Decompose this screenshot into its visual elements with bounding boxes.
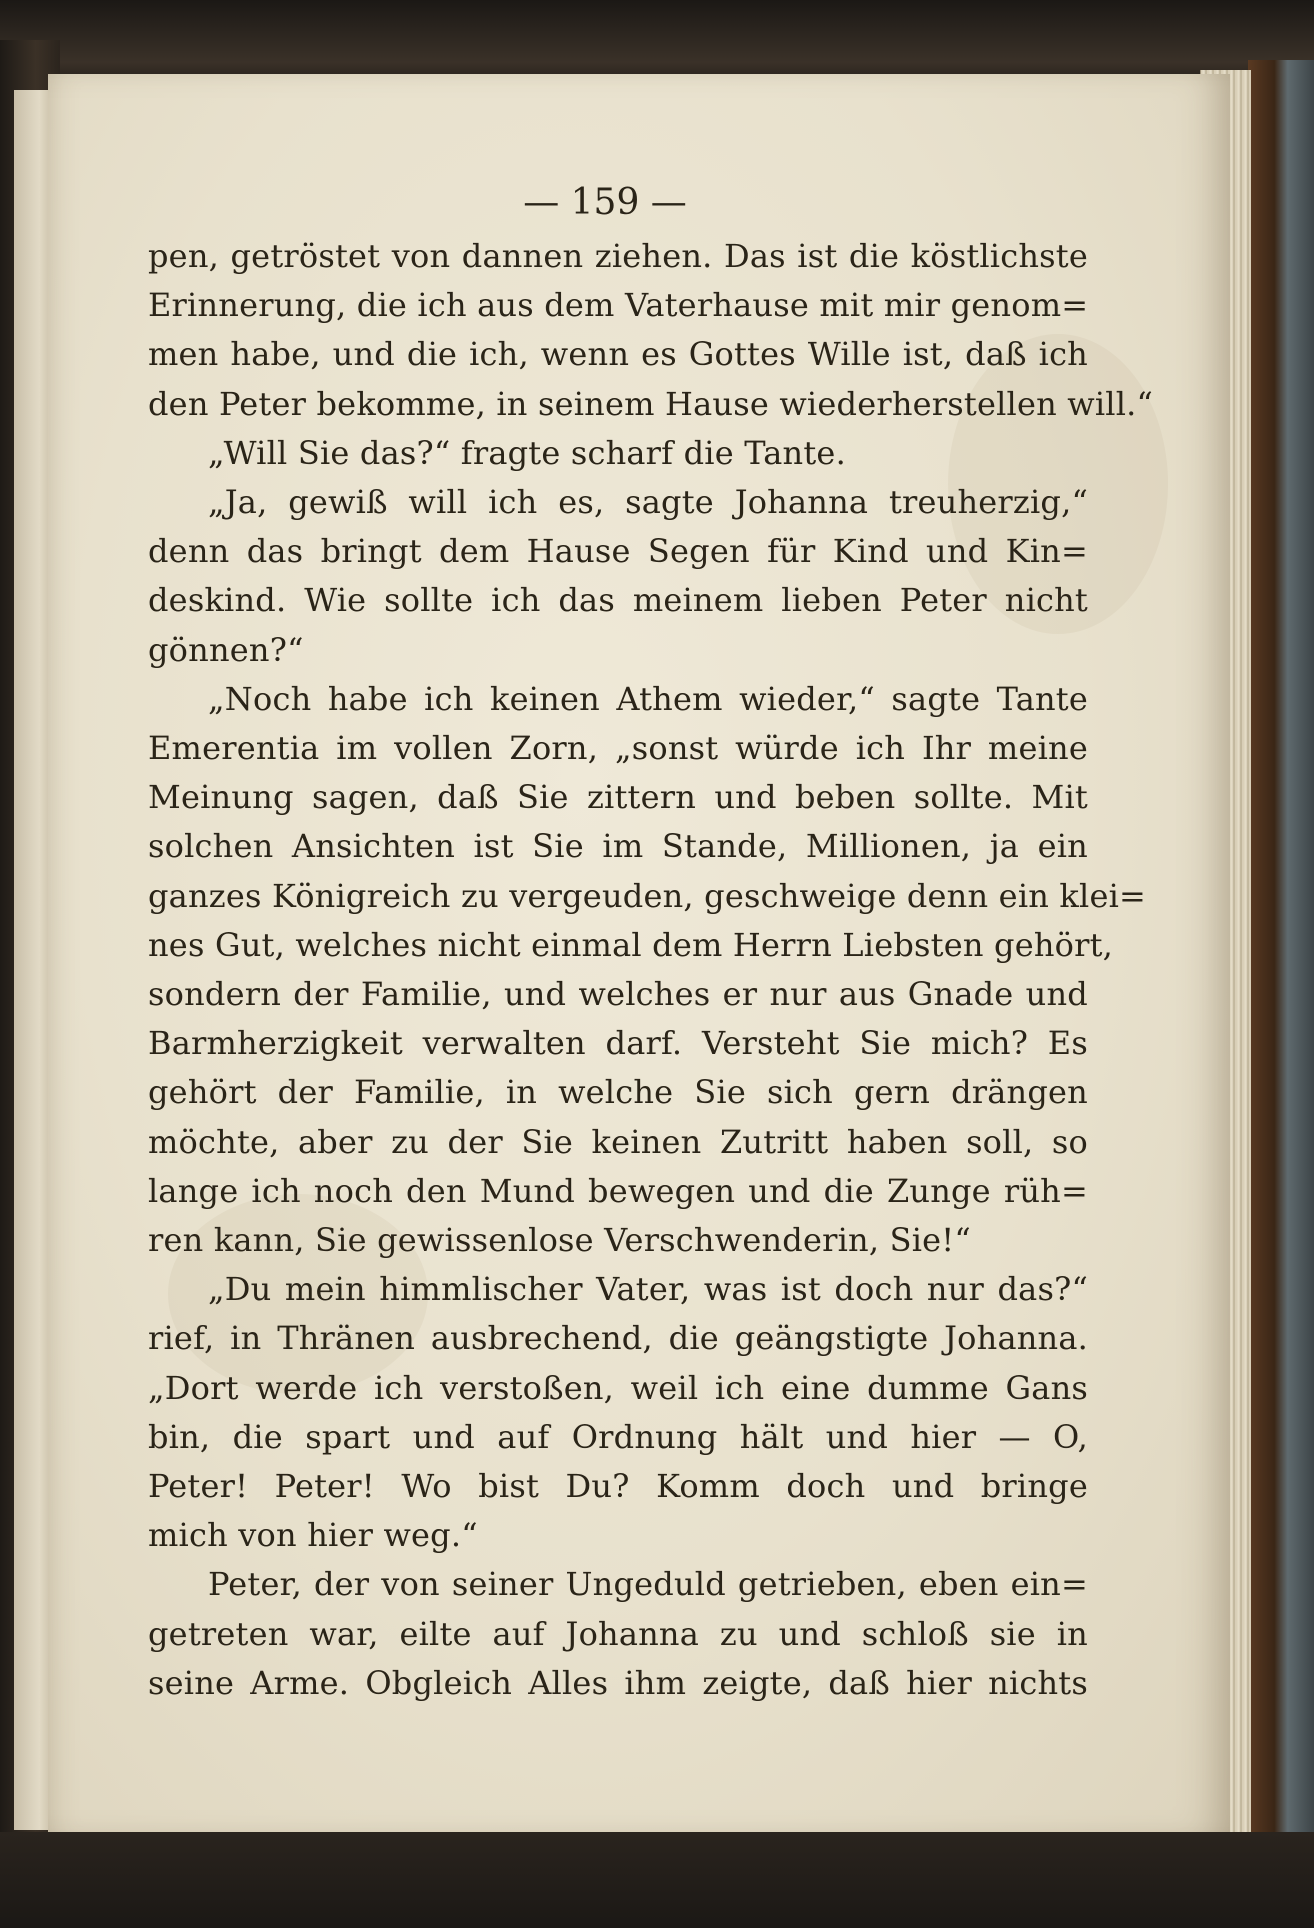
page-number: — 159 — <box>523 182 687 223</box>
text-line: „Will Sie das?“ fragte scharf die Tante. <box>208 433 846 472</box>
text-line: Barmherzigkeit verwalten darf. Versteht Sie mich? Es <box>148 1024 1088 1063</box>
book-cover-top <box>0 0 1314 78</box>
text-line: deskind. Wie sollte ich das meinem lieben Peter nicht <box>148 581 1088 620</box>
text-line: gönnen?“ <box>148 630 304 669</box>
book-cover-bottom <box>0 1832 1314 1928</box>
text-line: „Noch habe ich keinen Athem wieder,“ sagte Tante <box>208 679 1088 718</box>
text-line: Meinung sagen, daß Sie zittern und beben sollte. Mit <box>148 778 1088 817</box>
text-line: Peter, der von seiner Ungeduld getrieben, eben ein= <box>208 1565 1088 1604</box>
text-line: solchen Ansichten ist Sie im Stande, Millionen, ja ein <box>148 827 1088 866</box>
text-line: möchte, aber zu der Sie keinen Zutritt haben soll, so <box>148 1122 1088 1161</box>
text-line: getreten war, eilte auf Johanna zu und schloß sie in <box>148 1614 1088 1653</box>
book-binding-edge <box>1248 60 1314 1928</box>
text-line: ganzes Königreich zu vergeuden, geschweige denn ein klei= <box>148 876 1147 915</box>
text-line: gehört der Familie, in welche Sie sich gern drängen <box>148 1073 1088 1112</box>
text-line: Erinnerung, die ich aus dem Vaterhause mit mir genom= <box>148 286 1089 325</box>
text-line: rief, in Thränen ausbrechend, die geängstigte Johanna. <box>148 1319 1088 1358</box>
text-line: mich von hier weg.“ <box>148 1516 478 1555</box>
text-line: „Dort werde ich verstoßen, weil ich eine dumme Gans <box>148 1368 1088 1407</box>
text-line: Peter! Peter! Wo bist Du? Komm doch und bringe <box>148 1467 1088 1505</box>
previous-page-edge <box>14 90 51 1830</box>
text-line: denn das bringt dem Hause Segen für Kind und Kin= <box>148 532 1088 571</box>
text-line: nes Gut, welches nicht einmal dem Herrn Liebsten gehört, <box>148 925 1114 964</box>
text-line: men habe, und die ich, wenn es Gottes Wille ist, daß ich <box>148 335 1088 374</box>
text-line: „Du mein himmlischer Vater, was ist doch nur das?“ <box>208 1270 1088 1309</box>
text-line: pen, getröstet von dannen ziehen. Das ist die köstlichste <box>148 237 1088 275</box>
text-line: lange ich noch den Mund bewegen und die Zunge rüh= <box>148 1171 1088 1210</box>
text-line: „Ja, gewiß will ich es, sagte Johanna treuherzig,“ <box>208 483 1088 521</box>
text-line: bin, die spart und auf Ordnung hält und hier — O, <box>148 1417 1088 1456</box>
text-line: seine Arme. Obgleich Alles ihm zeigte, daß hier nichts <box>148 1663 1088 1702</box>
text-line: Emerentia im vollen Zorn, „sonst würde ich Ihr meine <box>148 729 1088 767</box>
text-line: sondern der Familie, und welches er nur aus Gnade und <box>148 975 1088 1013</box>
text-line: den Peter bekomme, in seinem Hause wiederherstellen will.“ <box>148 384 1154 423</box>
text-line: ren kann, Sie gewissenlose Verschwenderin, Sie!“ <box>148 1221 971 1259</box>
